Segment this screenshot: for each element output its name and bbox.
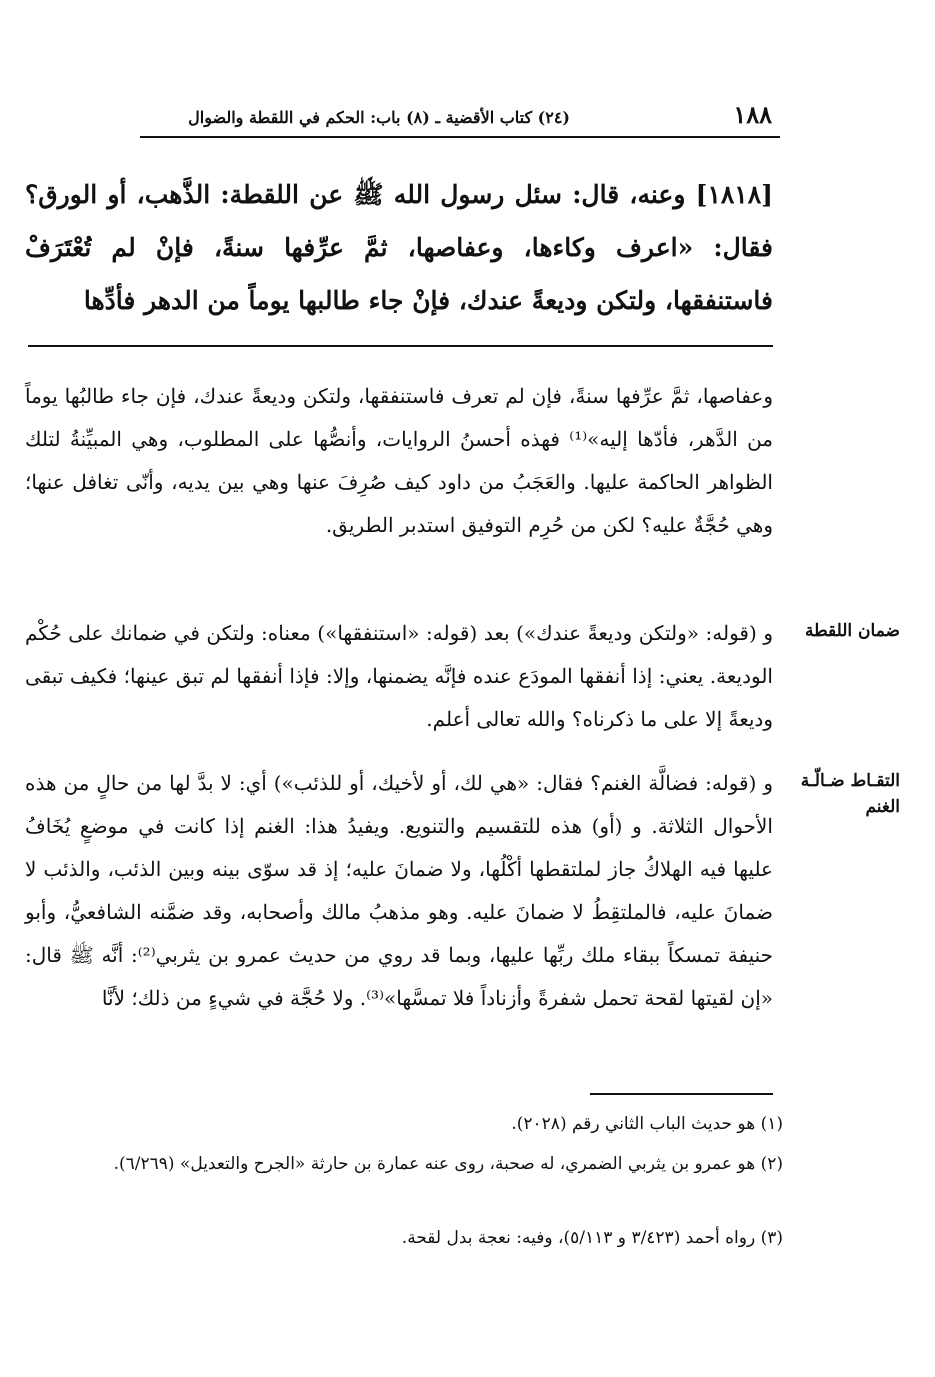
page-number: ١٨٨ xyxy=(733,100,772,129)
footnote-2: (٢) هو عمرو بن يثربي الضمري، له صحبة، روى عنه عمارة بن حارثة «الجرح والتعديل» (٦/٢٦٩). xyxy=(113,1154,783,1174)
commentary-paragraph-1: وعفاصها، ثمَّ عرِّفها سنةً، فإن لم تعرف فاستنفقها، ولتكن وديعةً عندك، فإن جاء طالبُها يوماً من الدَّهر، فأدّها إليه»⁽¹⁾ فهذه أحسنُ الروايات، وأنصُّها على المطلوب، وهي المبيِّنةُ لتلك الظواهر الحاكمة عليها. والعَجَبُ من داود كيف صُرِفَ عنها وهي بين يديه، وأنّى تغافل عنها؛ وهي حُجَّةٌ عليه؟ لكن من حُرِم التوفيق استدبر الطريق. xyxy=(25,384,773,537)
footnote-1: (١) هو حديث الباب الثاني رقم (٢٠٢٨). xyxy=(511,1114,783,1134)
section-divider xyxy=(28,345,773,347)
chapter-title: (٢٤) كتاب الأقضية ـ (٨) باب: الحكم في اللقطة والضوال xyxy=(188,108,570,127)
margin-heading-2: التقـاط ضـالّـة الغنم xyxy=(800,771,900,817)
footnote-3: (٣) رواه أحمد (٣/٤٢٣ و ٥/١١٣)، وفيه: نعجة بدل لقحة. xyxy=(401,1228,783,1248)
running-header xyxy=(140,96,780,138)
footnote-divider xyxy=(590,1093,773,1095)
hadith-text: [١٨١٨] وعنه، قال: سئل رسول الله ﷺ عن اللقطة: الذَّهب، أو الورق؟ فقال: «اعرف وكاءها، وعفاصها، ثمَّ عرِّفها سنةً، فإنْ لم تُعْتَرَفْ فاستنفقها، ولتكن وديعةً عندك، فإنْ جاء طالبها يوماً من الدهر فأدِّها xyxy=(25,180,773,315)
commentary-paragraph-3: و (قوله: فضالَّة الغنم؟ فقال: «هي لك، أو لأخيك، أو للذئب») أي: لا بدَّ لها من حالٍ من هذه الأحوال الثلاثة. و (أو) هذه للتقسيم والتنويع. ويفيدُ هذا: الغنم إذا كانت في موضعٍ يُخَافُ عليها فيه الهلاكُ جاز لملتقطها أكْلُها، ولا ضمانَ عليه؛ إذ قد سوّى بينه وبين الذئب، والذئب لا ضمانَ عليه، فالملتقِطُ لا ضمانَ عليه. وهو مذهبُ مالك وأصحابه، وقد ضمَّنه الشافعيُّ، وأبو حنيفة تمسكاً ببقاء ملك ربِّها عليها، وبما قد روي من حديث عمرو بن يثربي⁽²⁾: أنَّه ﷺ قال: «إن لقيتها لقحة تحمل شفرةً وأزناداً فلا تمسَّها»⁽³⁾. ولا حُجَّة في شيءٍ من ذلك؛ لأنَّا xyxy=(25,771,774,1010)
margin-heading-1: ضمان اللقطة xyxy=(804,621,900,641)
commentary-paragraph-2: و (قوله: «ولتكن وديعةً عندك») بعد (قوله: «استنفقها») معناه: ولتكن في ضمانك على حُكْم الوديعة. يعني: إذا أنفقها المودَع عنده فإنَّه يضمنها، وإلا: فإذا أنفقها لم تبق عينها؛ فكيف تبقى وديعةً إلا على ما ذكرناه؟ والله تعالى أعلم. xyxy=(25,621,773,731)
